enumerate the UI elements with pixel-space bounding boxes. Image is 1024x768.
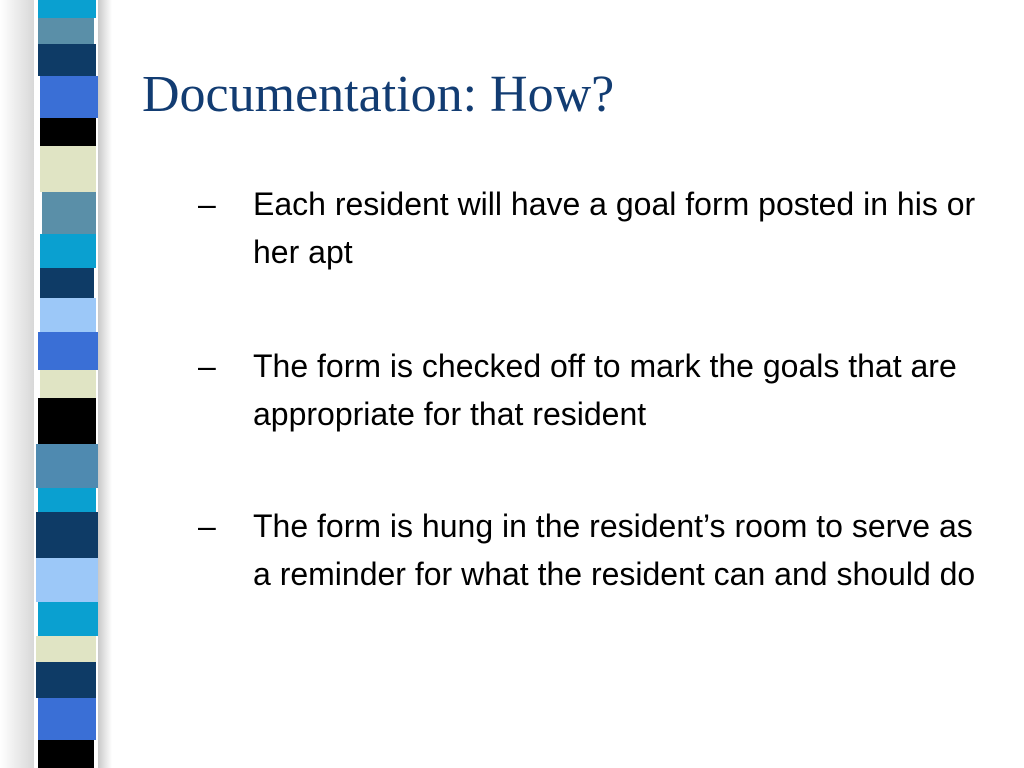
stripe-block <box>40 370 96 398</box>
bullet-text: Each resident will have a goal form posted in his or her apt <box>253 186 976 270</box>
bullet-list <box>190 180 1010 664</box>
stripe-block <box>38 44 96 76</box>
bullet-text: The form is checked off to mark the goals that are appropriate for that resident <box>253 348 957 432</box>
bullet-dash: – <box>198 186 216 222</box>
stripe-block <box>38 488 96 512</box>
bullet-item <box>190 342 1010 438</box>
stripe-block <box>38 18 94 44</box>
bullet-item <box>190 502 1010 598</box>
stripe-block <box>40 298 96 332</box>
stripe-block <box>38 0 96 18</box>
stripe-block <box>38 740 94 768</box>
stripe-block <box>40 234 96 268</box>
stripe-block <box>40 76 98 118</box>
stripe-block <box>36 662 96 698</box>
stripe-block <box>36 512 98 558</box>
bullet-dash: – <box>198 508 216 544</box>
stripe-block <box>38 602 98 636</box>
decorative-block-stripe <box>0 0 130 768</box>
stripe-block <box>36 558 98 602</box>
stripe-block <box>36 444 98 488</box>
stripe-block <box>40 268 94 298</box>
bullet-item <box>190 180 1010 276</box>
slide-title: Documentation: How? <box>142 66 615 123</box>
stripe-block <box>36 636 96 662</box>
stripe-block <box>40 118 96 146</box>
stripe-block <box>42 192 96 234</box>
stripe-block <box>38 398 96 444</box>
stripe-block <box>38 332 98 370</box>
stripe-block <box>40 146 96 192</box>
bullet-dash: – <box>198 348 216 384</box>
stripe-block <box>38 698 96 740</box>
bullet-text: The form is hung in the resident’s room to serve as a reminder for what the resident can and should do <box>253 508 976 592</box>
